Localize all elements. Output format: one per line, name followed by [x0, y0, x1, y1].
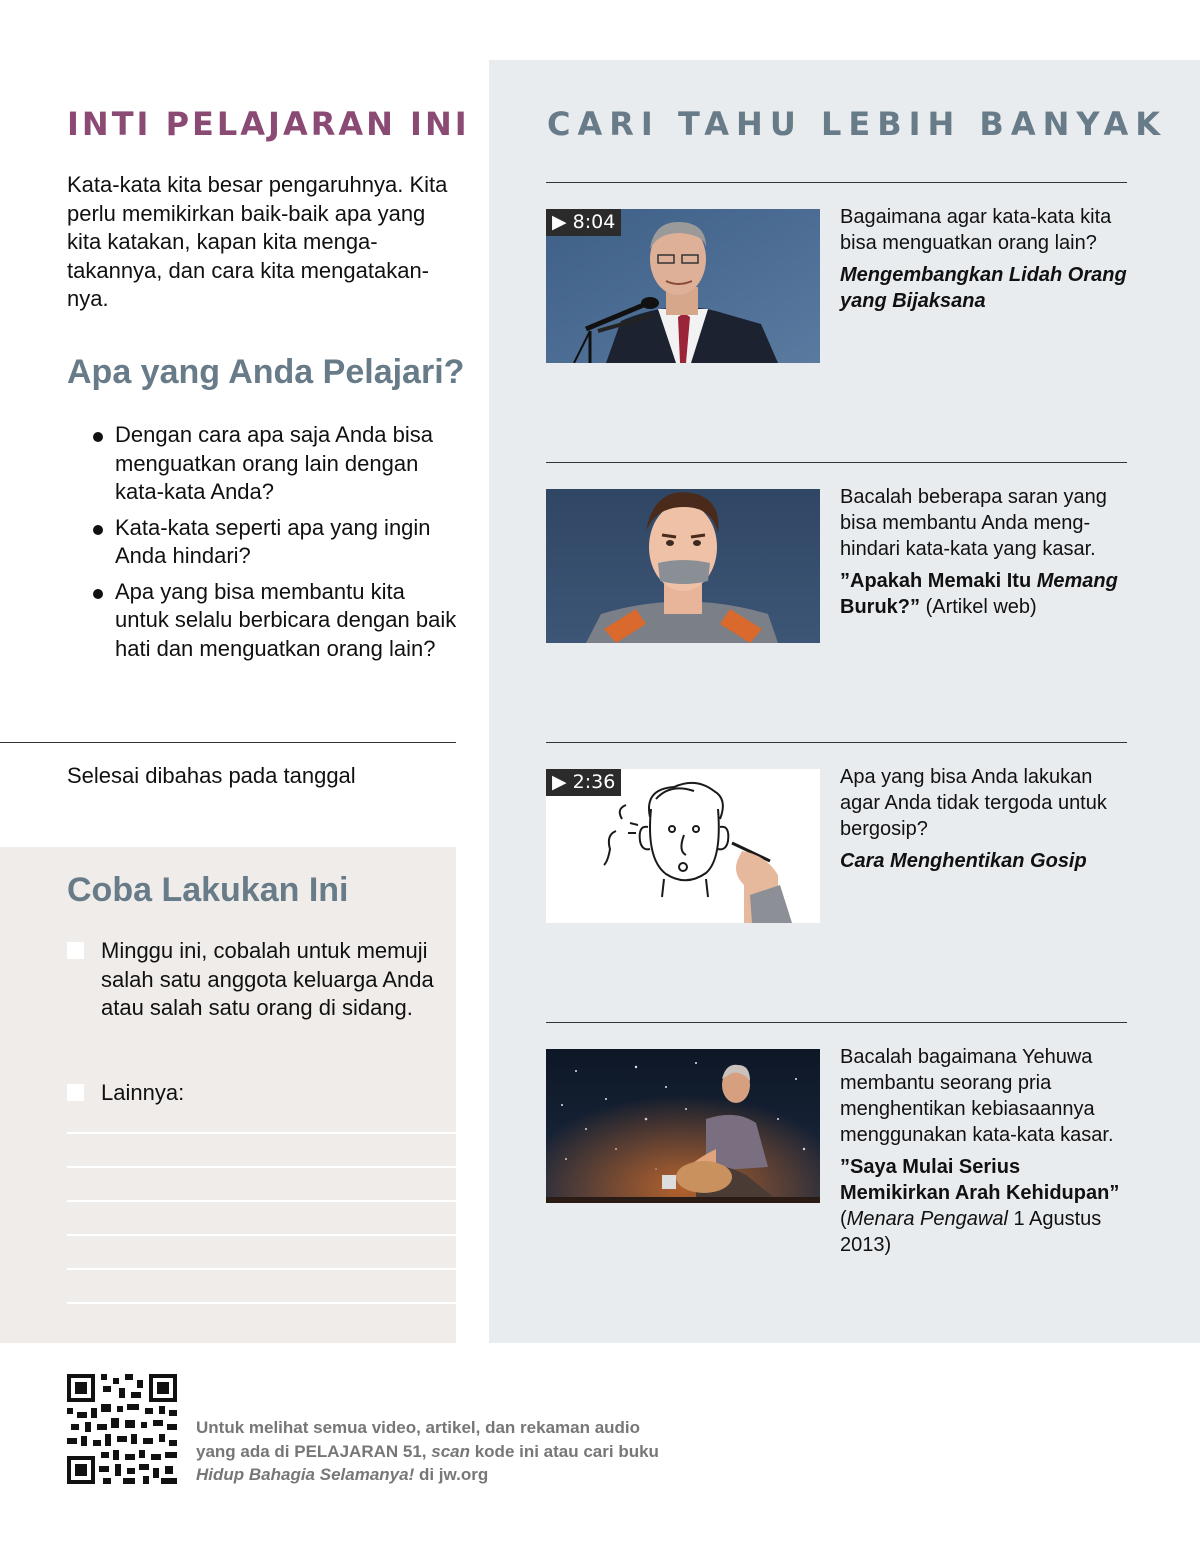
try-this-heading: Coba Lakukan Ini — [67, 871, 349, 909]
title-part: Buruk?” — [840, 596, 920, 618]
lesson-number: PELAJARAN 51 — [294, 1441, 422, 1461]
bullet-icon — [93, 432, 103, 442]
completed-date-label: Selesai dibahas pada tanggal — [67, 763, 356, 788]
checkbox[interactable] — [67, 942, 84, 959]
questions-list — [90, 421, 460, 670]
article-thumbnail[interactable] — [546, 489, 820, 643]
source-part: 1 Agustus 2013) — [840, 1208, 1102, 1256]
question-item — [90, 578, 460, 664]
checkbox-label: Minggu ini, cobalah untuk memuji salah satu anggota keluarga Anda atau salah satu orang di sidang. — [101, 938, 434, 1020]
write-in-line[interactable] — [67, 1200, 456, 1202]
resource-title-link[interactable]: Mengembangkan Lidah Orang yang Bijaksana — [840, 264, 1127, 312]
resource-description: Bacalah beberapa saran yang bisa membantu Anda meng-hindari kata-kata yang kasar. — [840, 486, 1107, 560]
footer-text-part: di jw.org — [414, 1465, 489, 1484]
write-in-line[interactable] — [67, 1234, 456, 1236]
lesson-summary-heading: INTI PELAJARAN INI — [67, 105, 470, 143]
resource-source — [840, 1206, 1132, 1258]
book-title: Hidup Bahagia Selamanya! — [196, 1465, 415, 1484]
resource-text — [840, 764, 1132, 874]
write-in-line[interactable] — [67, 1132, 456, 1134]
play-icon: ▶ — [552, 771, 567, 793]
checkbox-label: Lainnya: — [101, 1080, 185, 1105]
boy-with-taped-mouth-image — [546, 489, 820, 643]
source-part: ( — [840, 1208, 847, 1230]
footer-text-part-italic: scan — [431, 1441, 470, 1461]
question-text: Apa yang bisa membantu kita untuk selalu berbicara dengan baik hati dan menguatkan orang lain? — [115, 578, 457, 661]
write-in-line[interactable] — [67, 1302, 456, 1304]
question-text: Kata-kata seperti apa yang ingin Anda hindari? — [115, 514, 431, 568]
divider — [546, 1022, 1127, 1023]
resource-description: Bacalah bagaimana Yehuwa membantu seorang pria menghentikan kebiasaannya menggunakan kata-kata kasar. — [840, 1046, 1114, 1146]
footer-note — [196, 1416, 716, 1487]
man-under-night-sky-image — [546, 1049, 820, 1203]
resource-text — [840, 204, 1132, 314]
footer-line — [196, 1463, 716, 1487]
duration-text: 2:36 — [572, 771, 616, 793]
article-thumbnail[interactable] — [546, 1049, 820, 1203]
divider — [546, 742, 1127, 743]
question-item — [90, 514, 460, 571]
resource-text — [840, 1044, 1132, 1258]
duration-text: 8:04 — [572, 211, 616, 233]
play-icon: ▶ — [552, 211, 567, 233]
video-duration-badge — [546, 769, 621, 796]
footer-text-part: kode ini atau cari buku — [470, 1441, 659, 1461]
checkbox[interactable] — [67, 1084, 84, 1101]
resource-source: (Artikel web) — [925, 596, 1037, 618]
video-thumbnail[interactable] — [546, 209, 820, 363]
source-part-italic: Menara Pengawal — [846, 1208, 1008, 1230]
resource-title-link[interactable] — [840, 568, 1132, 620]
divider — [546, 182, 1127, 183]
divider — [546, 462, 1127, 463]
footer-text-part: yang ada di — [196, 1441, 295, 1461]
try-checkbox-item[interactable] — [67, 937, 447, 1023]
divider — [0, 742, 456, 743]
bullet-icon — [93, 589, 103, 599]
write-in-line[interactable] — [67, 1166, 456, 1168]
other-checkbox-item[interactable] — [67, 1079, 447, 1108]
resource-title-link[interactable]: Cara Menghentikan Gosip — [840, 850, 1087, 872]
qr-code-icon[interactable] — [67, 1374, 177, 1484]
questions-heading: Apa yang Anda Pelajari? — [67, 353, 465, 391]
resource-text — [840, 484, 1132, 620]
resource-description: Bagaimana agar kata-kata kita bisa menguatkan orang lain? — [840, 206, 1112, 254]
resource-description: Apa yang bisa Anda lakukan agar Anda tidak tergoda untuk bergosip? — [840, 766, 1107, 840]
more-resources-heading: CARI TAHU LEBIH BANYAK — [547, 105, 1168, 143]
video-duration-badge — [546, 209, 621, 236]
question-item — [90, 421, 460, 507]
footer-text-part: , — [421, 1441, 432, 1461]
lesson-summary-text: Kata-kata kita besar pengaruhnya. Kita perlu memikirkan baik-baik apa yang kita katakan, kapan kita menga-takannya, dan cara kita mengatakan-nya. — [67, 172, 448, 311]
write-in-line[interactable] — [67, 1268, 456, 1270]
resource-title-link[interactable]: ”Saya Mulai Serius Memikirkan Arah Kehidupan” — [840, 1156, 1120, 1204]
footer-line: Untuk melihat semua video, artikel, dan rekaman audio — [196, 1418, 641, 1437]
footer-line — [196, 1440, 716, 1464]
bullet-icon — [93, 525, 103, 535]
video-thumbnail[interactable] — [546, 769, 820, 923]
title-part: ”Apakah Memaki Itu — [840, 570, 1037, 592]
title-part-italic: Memang — [1036, 570, 1118, 592]
question-text: Dengan cara apa saja Anda bisa menguatkan orang lain dengan kata-kata Anda? — [115, 422, 434, 504]
